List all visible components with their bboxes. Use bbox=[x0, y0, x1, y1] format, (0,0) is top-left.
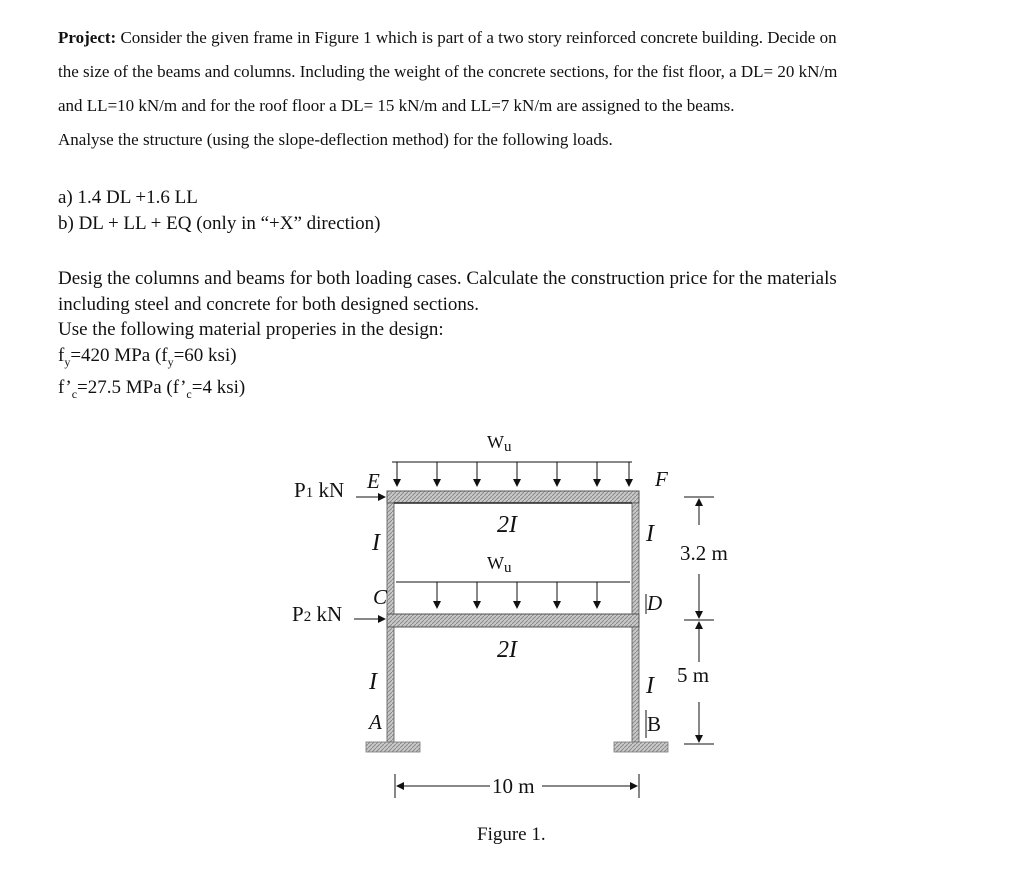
p2-label: P2 kN bbox=[292, 602, 343, 626]
project-line-2: the size of the beams and columns. Including the weight of the concrete sections, for the fist floor, a DL= 20 kN/m bbox=[58, 62, 838, 81]
node-d: D bbox=[647, 591, 663, 615]
node-a: A bbox=[369, 710, 382, 734]
column-fd bbox=[632, 503, 639, 614]
project-line-1: Project: Consider the given frame in Figure 1 which is part of a two story reinforced concrete building. Decide on bbox=[58, 28, 837, 47]
node-b: B bbox=[647, 712, 662, 736]
project-line-4: Analyse the structure (using the slope-deflection method) for the following loads. bbox=[58, 130, 613, 149]
support-b bbox=[614, 742, 668, 752]
roof-beam bbox=[387, 491, 639, 503]
dimension-span-label: 10 m bbox=[492, 774, 535, 798]
column-fd-label: I bbox=[646, 521, 654, 547]
column-ca bbox=[387, 627, 394, 742]
wu-top-label: Wu bbox=[487, 432, 512, 455]
dimension-lower-label: 5 m bbox=[677, 663, 710, 687]
node-e: E bbox=[367, 469, 380, 493]
wu-mid-label: Wu bbox=[487, 553, 512, 576]
support-a bbox=[366, 742, 420, 752]
load-case-a: a) 1.4 DL +1.6 LL bbox=[58, 187, 198, 208]
mid-load-arrows bbox=[437, 582, 597, 608]
figure-caption: Figure 1. bbox=[477, 824, 546, 845]
material-fy: $f_y=420$ MPa ($f_y=60$ ksi) bbox=[58, 344, 237, 369]
column-ec bbox=[387, 503, 394, 614]
project-lead: Project: bbox=[58, 28, 117, 47]
design-line-3: Use the following material properies in the design: bbox=[58, 319, 444, 340]
top-load-arrows bbox=[397, 462, 629, 486]
load-case-b: b) DL + LL + EQ (only in “+X” direction) bbox=[58, 212, 381, 234]
design-line-2: including steel and concrete for both designed sections. bbox=[58, 293, 480, 315]
floor-beam bbox=[387, 614, 639, 627]
column-db bbox=[632, 627, 639, 742]
design-line-1: Desig the columns and beams for both loading cases. Calculate the construction price for the materials bbox=[58, 268, 837, 289]
beam-top-label: 2I bbox=[497, 512, 517, 538]
material-fc: $f’_c=27.5$ MPa ($f’_c=4$ ksi) bbox=[58, 376, 246, 401]
p1-label: P1 kN bbox=[294, 478, 345, 502]
node-f: F bbox=[655, 467, 668, 491]
dimension-upper-label: 3.2 m bbox=[680, 541, 728, 565]
node-c: C bbox=[373, 585, 388, 609]
column-ca-label: I bbox=[369, 669, 377, 695]
column-ec-label: I bbox=[372, 530, 380, 556]
project-line-3: and LL=10 kN/m and for the roof floor a DL= 15 kN/m and LL=7 kN/m are assigned to the beams. bbox=[58, 96, 735, 115]
column-db-label: I bbox=[646, 673, 654, 699]
beam-bottom-label: 2I bbox=[497, 637, 517, 663]
